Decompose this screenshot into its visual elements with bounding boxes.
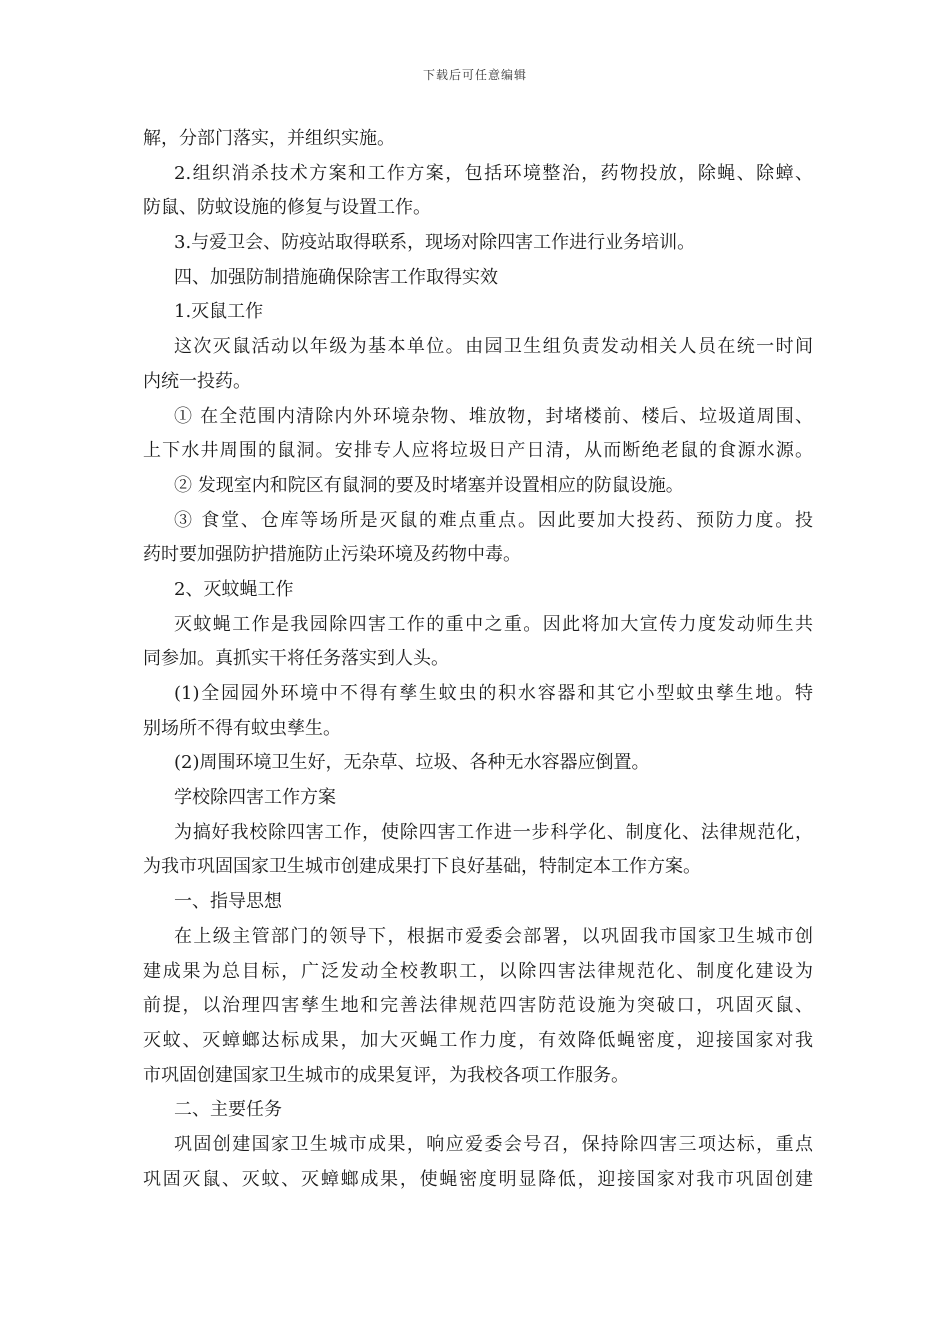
text-line: (1)全园园外环境中不得有孳生蚊虫的积水容器和其它小型蚊虫孳生地。特 [174,683,813,704]
text-line: 灭蚊、灭蟑螂达标成果，加大灭蝇工作力度，有效降低蝇密度，迎接国家对我 [143,1029,813,1051]
text-line: 这次灭鼠活动以年级为基本单位。由园卫生组负责发动相关人员在统一时间 [174,336,813,358]
text-line: 建成果为总目标，广泛发动全校教职工，以除四害法律规范化、制度化建设为 [143,960,813,982]
text-line: 学校除四害工作方案 [174,787,336,809]
text-line: (2)周围环境卫生好，无杂草、垃圾、各种无水容器应倒置。 [174,752,650,774]
text-line: 药时要加强防护措施防止污染环境及药物中毒。 [143,544,521,566]
text-line: 1.灭鼠工作 [174,301,264,323]
text-line: 前提，以治理四害孳生地和完善法律规范四害防范设施为突破口，巩固灭鼠、 [143,995,813,1017]
document-body [143,122,813,1197]
text-line: 巩固创建国家卫生城市成果，响应爱委会号召，保持除四害三项达标，重点 [174,1133,813,1155]
page-header-note: 下载后可任意编辑 [422,68,527,82]
text-line: 巩固灭鼠、灭蚊、灭蟑螂成果，使蝇密度明显降低，迎接国家对我市巩固创建 [143,1168,813,1190]
text-line: 解，分部门落实，并组织实施。 [143,128,395,149]
text-line: 二、主要任务 [174,1099,282,1121]
text-line: 防鼠、防蚊设施的修复与设置工作。 [143,197,431,219]
text-line: 内统一投药。 [143,370,251,392]
text-line: 2.组织消杀技术方案和工作方案，包括环境整治，药物投放，除蝇、除蟑、 [174,162,813,184]
text-line: 3.与爱卫会、防疫站取得联系，现场对除四害工作进行业务培训。 [174,232,696,254]
text-line: 为搞好我校除四害工作，使除四害工作进一步科学化、制度化、法律规范化， [174,821,813,843]
text-line: 别场所不得有蚊虫孳生。 [143,717,341,739]
text-line: 灭蚊蝇工作是我园除四害工作的重中之重。因此将加大宣传力度发动师生共 [174,613,813,635]
text-line: ③ 食堂、仓库等场所是灭鼠的难点重点。因此要加大投药、预防力度。投 [174,509,813,531]
text-line: 市巩固创建国家卫生城市的成果复评，为我校各项工作服务。 [143,1064,629,1086]
text-line: 在上级主管部门的领导下，根据市爱委会部署，以巩固我市国家卫生城市创 [174,925,813,947]
text-line: 同参加。真抓实干将任务落实到人头。 [143,648,449,670]
text-line: 为我市巩固国家卫生城市创建成果打下良好基础，特制定本工作方案。 [143,856,701,878]
text-line: 上下水井周围的鼠洞。安排专人应将垃圾日产日清，从而断绝老鼠的食源水源。 [143,440,813,462]
text-line: 四、加强防制措施确保除害工作取得实效 [174,266,498,288]
text-line: ② 发现室内和院区有鼠洞的要及时堵塞并设置相应的防鼠设施。 [174,474,684,496]
text-line: 2、灭蚊蝇工作 [174,578,294,600]
text-line: ① 在全范围内清除内外环境杂物、堆放物，封堵楼前、楼后、垃圾道周围、 [174,405,813,427]
text-line: 一、指导思想 [174,891,282,913]
